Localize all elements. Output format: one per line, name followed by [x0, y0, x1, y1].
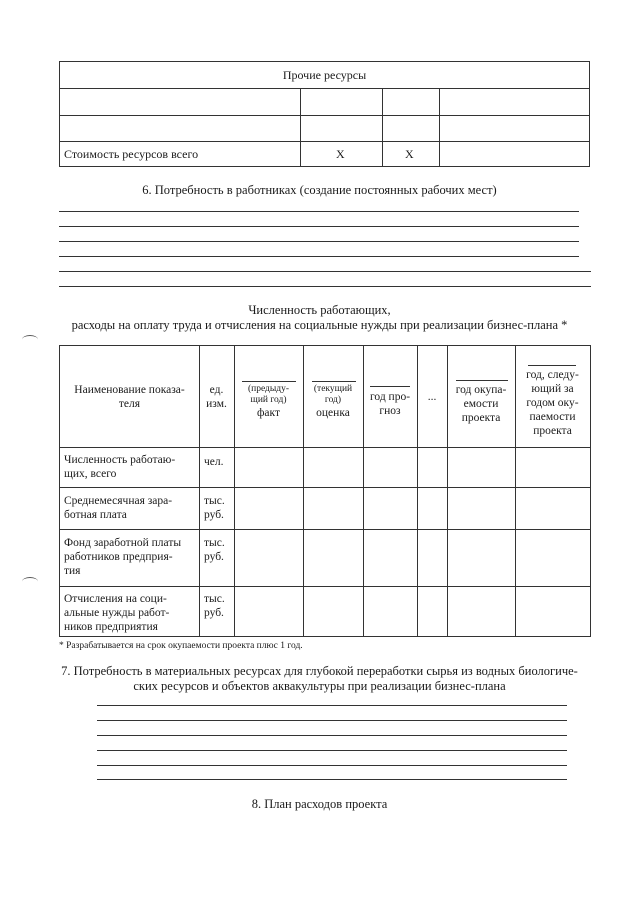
- fill-line: [97, 779, 567, 780]
- workers-table: [59, 345, 591, 637]
- table-row-unit: тыс. руб.: [204, 537, 225, 563]
- header-prev-year: (предыду- щий год) факт: [247, 384, 290, 419]
- workers-title-line-2: расходы на оплату труда и отчисления на социальные нужды при реализации бизнес-плана *: [71, 318, 568, 332]
- table-row-divider: [60, 447, 590, 448]
- fill-line: [59, 286, 591, 287]
- table-col-divider: [439, 88, 440, 166]
- fill-line: [59, 256, 579, 257]
- total-x-mark: Х: [405, 147, 414, 161]
- table-row-divider: [60, 529, 590, 530]
- blank-year-line: [370, 386, 410, 387]
- blank-year-line: [456, 380, 508, 381]
- header-payback-year: год окупа- емости проекта: [455, 384, 507, 424]
- footnote: * Разрабатывается на срок окупаемости проекта плюс 1 год.: [59, 641, 303, 651]
- table-row-divider: [60, 487, 590, 488]
- blank-year-line: [242, 381, 296, 382]
- fill-line: [59, 241, 579, 242]
- section-8-title: 8. План расходов проекта: [251, 797, 388, 811]
- table-row-unit: тыс. руб.: [204, 495, 225, 521]
- fill-line: [97, 705, 567, 706]
- table-row-unit: чел.: [204, 456, 224, 468]
- header-dots: ...: [427, 391, 437, 403]
- other-resources-table: [59, 61, 590, 167]
- table-row-label: Фонд заработной платы работников предприя- тия: [64, 537, 182, 577]
- fill-line: [59, 226, 579, 227]
- header-forecast: год про- гноз: [369, 391, 411, 417]
- other-resources-title: Прочие ресурсы: [282, 68, 367, 82]
- table-row-divider: [60, 88, 589, 89]
- fill-line: [59, 271, 591, 272]
- blank-year-line: [528, 365, 576, 366]
- total-resources-label: Стоимость ресурсов всего: [64, 147, 199, 161]
- fill-line: [97, 720, 567, 721]
- fill-line: [97, 750, 567, 751]
- header-name: Наименование показа- теля: [74, 384, 185, 410]
- table-col-divider: [300, 88, 301, 166]
- table-col-divider: [382, 88, 383, 166]
- fill-line: [59, 211, 579, 212]
- table-row-unit: тыс. руб.: [204, 593, 225, 619]
- table-row-divider: [60, 141, 589, 142]
- table-row-label: Отчисления на соци- альные нужды работ- ников предприятия: [64, 593, 170, 633]
- fill-line: [97, 735, 567, 736]
- table-row-divider: [60, 115, 589, 116]
- section-7-title-line-1: 7. Потребность в материальных ресурсах для глубокой переработки сырья из водных биологиче-: [61, 664, 578, 678]
- workers-title-line-1: Численность работающих,: [248, 303, 391, 317]
- margin-mark: [22, 335, 38, 344]
- header-next-year: год, следу- ющий за годом оку- паемости проекта: [526, 369, 579, 437]
- blank-year-line: [312, 381, 356, 382]
- header-current-year: (текущий год) оценка: [313, 384, 353, 419]
- total-x-mark: Х: [336, 147, 345, 161]
- section-7-title-line-2: ских ресурсов и объектов аквакультуры при реализации бизнес-плана: [133, 679, 506, 693]
- fill-line: [97, 765, 567, 766]
- table-row-label: Численность работаю- щих, всего: [64, 454, 176, 480]
- table-row-label: Среднемесячная зара- ботная плата: [64, 495, 173, 521]
- header-unit: ед. изм.: [206, 384, 227, 410]
- section-6-title: 6. Потребность в работниках (создание постоянных рабочих мест): [142, 183, 497, 197]
- table-row-divider: [60, 586, 590, 587]
- margin-mark: [22, 577, 38, 586]
